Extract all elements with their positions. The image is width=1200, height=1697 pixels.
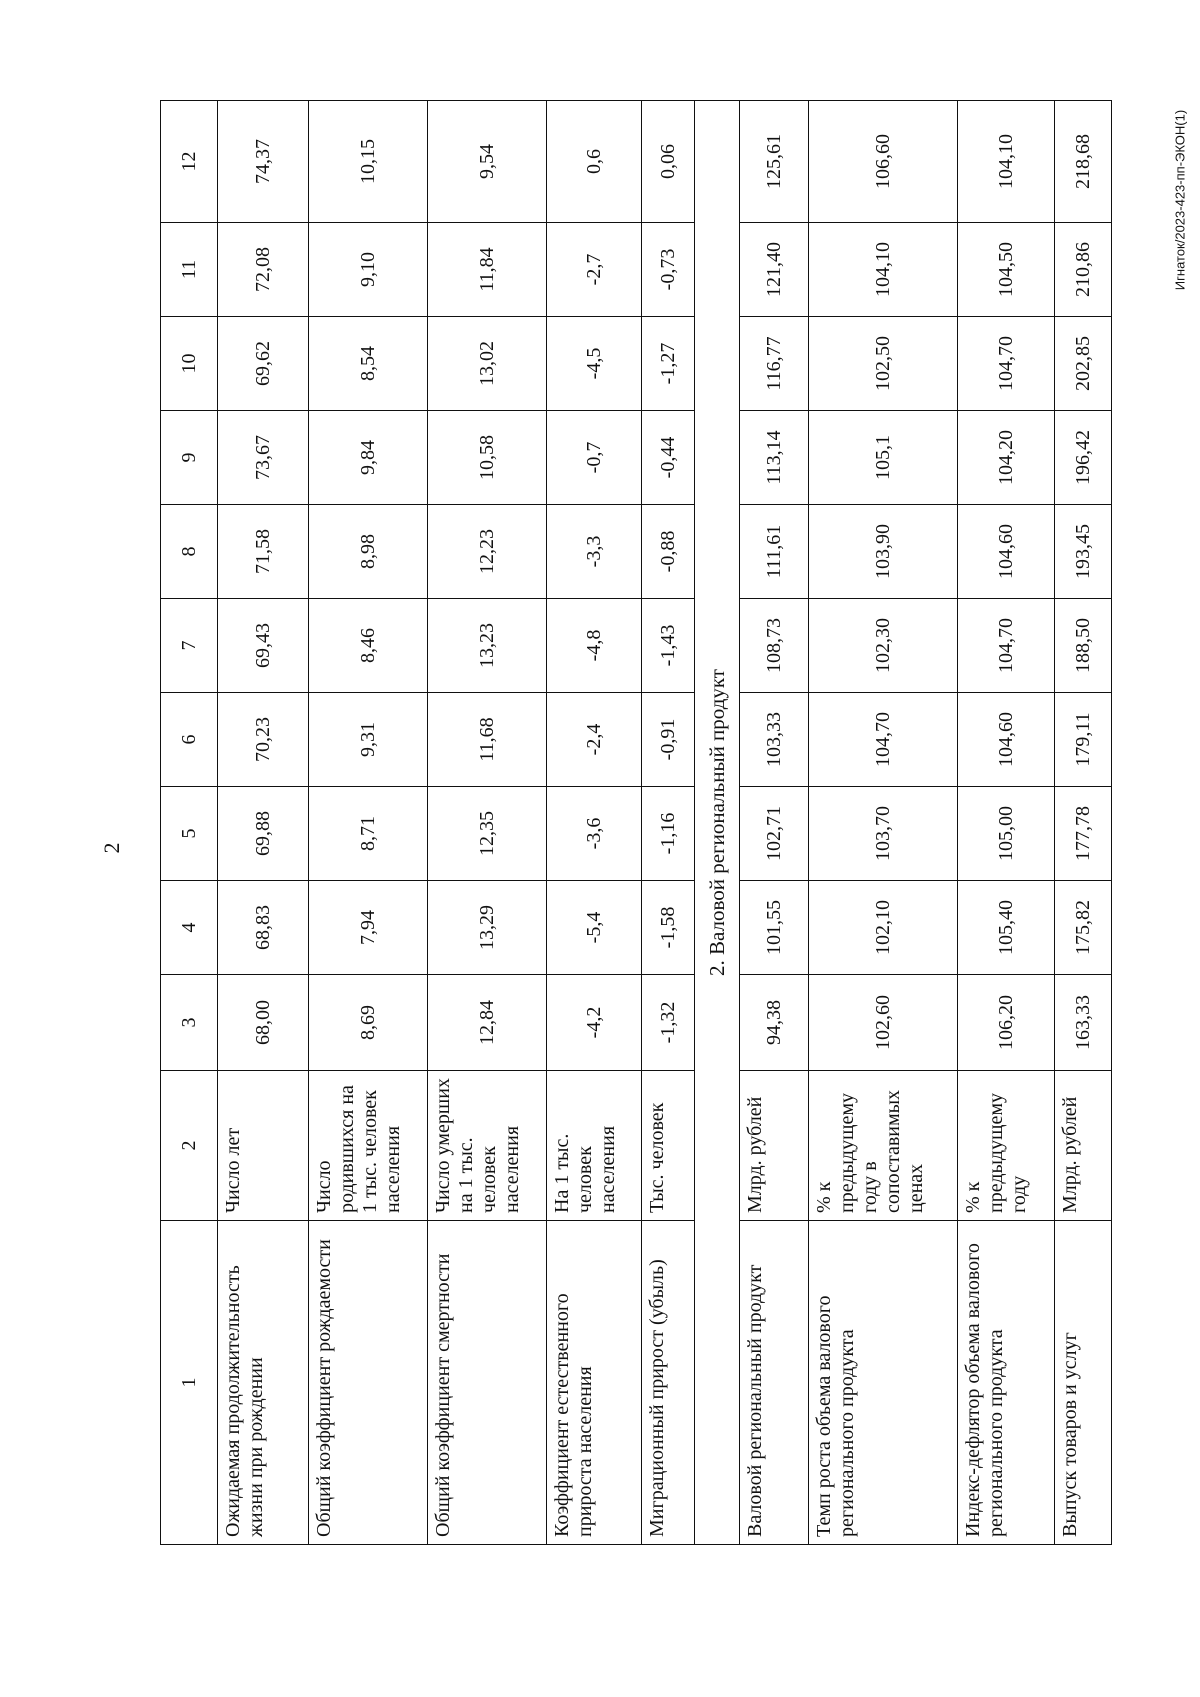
value-cell: 121,40 — [740, 223, 809, 317]
page-number: 2 — [99, 842, 124, 854]
value-cell: 13,02 — [428, 317, 547, 411]
value-cell: 74,37 — [218, 101, 309, 223]
indicator-name: Миграционный прирост (убыль) — [642, 1221, 695, 1545]
value-cell: -0,7 — [547, 411, 642, 505]
value-cell: 12,23 — [428, 505, 547, 599]
column-number-row — [161, 101, 218, 1545]
value-cell: 177,78 — [1055, 787, 1112, 881]
value-cell: 0,06 — [642, 101, 695, 223]
indicator-unit: Число родившихся на 1 тыс. человек населения — [309, 1071, 428, 1221]
value-cell: 104,20 — [958, 411, 1055, 505]
value-cell: 106,20 — [958, 975, 1055, 1071]
value-cell: 11,84 — [428, 223, 547, 317]
indicator-name: Темп роста объема валового регионального продукта — [809, 1221, 958, 1545]
value-cell: 103,33 — [740, 693, 809, 787]
value-cell: 103,90 — [809, 505, 958, 599]
value-cell: 8,69 — [309, 975, 428, 1071]
value-cell: 11,68 — [428, 693, 547, 787]
value-cell: 102,60 — [809, 975, 958, 1071]
value-cell: 179,11 — [1055, 693, 1112, 787]
table-row — [547, 101, 642, 1545]
table-row — [428, 101, 547, 1545]
indicator-unit: Млрд. рублей — [1055, 1071, 1112, 1221]
table-row — [958, 101, 1055, 1545]
value-cell: 105,1 — [809, 411, 958, 505]
table-row — [740, 101, 809, 1545]
value-cell: -1,32 — [642, 975, 695, 1071]
value-cell: 104,50 — [958, 223, 1055, 317]
column-number: 11 — [161, 223, 218, 317]
value-cell: 104,70 — [809, 693, 958, 787]
value-cell: 8,71 — [309, 787, 428, 881]
table-row — [218, 101, 309, 1545]
value-cell: 196,42 — [1055, 411, 1112, 505]
table-row — [1055, 101, 1112, 1545]
indicator-unit: Тыс. человек — [642, 1071, 695, 1221]
indicators-table — [160, 100, 1112, 1545]
indicator-unit: % к предыдущему году в сопоставимых ценах — [809, 1071, 958, 1221]
column-number: 10 — [161, 317, 218, 411]
value-cell: 70,23 — [218, 693, 309, 787]
section-header-row — [695, 101, 740, 1545]
value-cell: -1,27 — [642, 317, 695, 411]
rotated-table-wrapper — [160, 101, 1112, 1545]
value-cell: -4,5 — [547, 317, 642, 411]
indicator-unit: На 1 тыс. человек населения — [547, 1071, 642, 1221]
value-cell: 71,58 — [218, 505, 309, 599]
column-number: 3 — [161, 975, 218, 1071]
value-cell: 105,40 — [958, 881, 1055, 975]
value-cell: 72,08 — [218, 223, 309, 317]
value-cell: 13,29 — [428, 881, 547, 975]
value-cell: 8,98 — [309, 505, 428, 599]
value-cell: 9,84 — [309, 411, 428, 505]
value-cell: -3,6 — [547, 787, 642, 881]
value-cell: 73,67 — [218, 411, 309, 505]
value-cell: -2,7 — [547, 223, 642, 317]
value-cell: 193,45 — [1055, 505, 1112, 599]
value-cell: 111,61 — [740, 505, 809, 599]
value-cell: -2,4 — [547, 693, 642, 787]
value-cell: 113,14 — [740, 411, 809, 505]
value-cell: 9,54 — [428, 101, 547, 223]
table-row — [642, 101, 695, 1545]
table-row — [309, 101, 428, 1545]
indicator-name: Коэффициент естественного прироста населения — [547, 1221, 642, 1545]
value-cell: -0,88 — [642, 505, 695, 599]
value-cell: 103,70 — [809, 787, 958, 881]
indicator-unit: Число лет — [218, 1071, 309, 1221]
column-number: 9 — [161, 411, 218, 505]
value-cell: 108,73 — [740, 599, 809, 693]
value-cell: 0,6 — [547, 101, 642, 223]
indicator-name: Общий коэффициент смертности — [428, 1221, 547, 1545]
value-cell: 10,58 — [428, 411, 547, 505]
column-number: 5 — [161, 787, 218, 881]
value-cell: 104,60 — [958, 693, 1055, 787]
value-cell: 69,43 — [218, 599, 309, 693]
value-cell: 10,15 — [309, 101, 428, 223]
value-cell: -4,8 — [547, 599, 642, 693]
value-cell: 8,46 — [309, 599, 428, 693]
value-cell: -0,44 — [642, 411, 695, 505]
value-cell: 69,88 — [218, 787, 309, 881]
column-number: 12 — [161, 101, 218, 223]
value-cell: 125,61 — [740, 101, 809, 223]
value-cell: -5,4 — [547, 881, 642, 975]
value-cell: -1,16 — [642, 787, 695, 881]
indicator-name: Валовой региональный продукт — [740, 1221, 809, 1545]
value-cell: 104,10 — [809, 223, 958, 317]
value-cell: 69,62 — [218, 317, 309, 411]
value-cell: 102,50 — [809, 317, 958, 411]
value-cell: 68,83 — [218, 881, 309, 975]
indicator-name: Общий коэффициент рождаемости — [309, 1221, 428, 1545]
column-number: 1 — [161, 1221, 218, 1545]
value-cell: 106,60 — [809, 101, 958, 223]
value-cell: -0,91 — [642, 693, 695, 787]
value-cell: 13,23 — [428, 599, 547, 693]
value-cell: -1,58 — [642, 881, 695, 975]
value-cell: 163,33 — [1055, 975, 1112, 1071]
value-cell: 9,10 — [309, 223, 428, 317]
section-title: 2. Валовой региональный продукт — [695, 101, 740, 1545]
table-row — [809, 101, 958, 1545]
value-cell: 104,70 — [958, 599, 1055, 693]
value-cell: 12,35 — [428, 787, 547, 881]
value-cell: 105,00 — [958, 787, 1055, 881]
value-cell: 7,94 — [309, 881, 428, 975]
value-cell: -1,43 — [642, 599, 695, 693]
value-cell: 101,55 — [740, 881, 809, 975]
value-cell: 94,38 — [740, 975, 809, 1071]
indicator-unit: % к предыдущему году — [958, 1071, 1055, 1221]
indicator-unit: Млрд. рублей — [740, 1071, 809, 1221]
value-cell: 102,30 — [809, 599, 958, 693]
value-cell: 188,50 — [1055, 599, 1112, 693]
value-cell: 104,60 — [958, 505, 1055, 599]
value-cell: 12,84 — [428, 975, 547, 1071]
indicator-name: Индекс-дефлятор объема валового регионального продукта — [958, 1221, 1055, 1545]
indicator-name: Ожидаемая продолжительность жизни при рождении — [218, 1221, 309, 1545]
value-cell: 9,31 — [309, 693, 428, 787]
indicator-name: Выпуск товаров и услуг — [1055, 1221, 1112, 1545]
column-number: 2 — [161, 1071, 218, 1221]
document-reference-note: Игнаток/2023-423-пп-ЭКОН(1) — [1172, 109, 1188, 291]
value-cell: 175,82 — [1055, 881, 1112, 975]
value-cell: 68,00 — [218, 975, 309, 1071]
value-cell: 102,10 — [809, 881, 958, 975]
value-cell: 218,68 — [1055, 101, 1112, 223]
column-number: 8 — [161, 505, 218, 599]
column-number: 4 — [161, 881, 218, 975]
value-cell: 202,85 — [1055, 317, 1112, 411]
column-number: 7 — [161, 599, 218, 693]
value-cell: 8,54 — [309, 317, 428, 411]
value-cell: -3,3 — [547, 505, 642, 599]
value-cell: -4,2 — [547, 975, 642, 1071]
value-cell: -0,73 — [642, 223, 695, 317]
value-cell: 104,70 — [958, 317, 1055, 411]
value-cell: 116,77 — [740, 317, 809, 411]
indicator-unit: Число умерших на 1 тыс. человек населения — [428, 1071, 547, 1221]
value-cell: 210,86 — [1055, 223, 1112, 317]
value-cell: 102,71 — [740, 787, 809, 881]
column-number: 6 — [161, 693, 218, 787]
value-cell: 104,10 — [958, 101, 1055, 223]
